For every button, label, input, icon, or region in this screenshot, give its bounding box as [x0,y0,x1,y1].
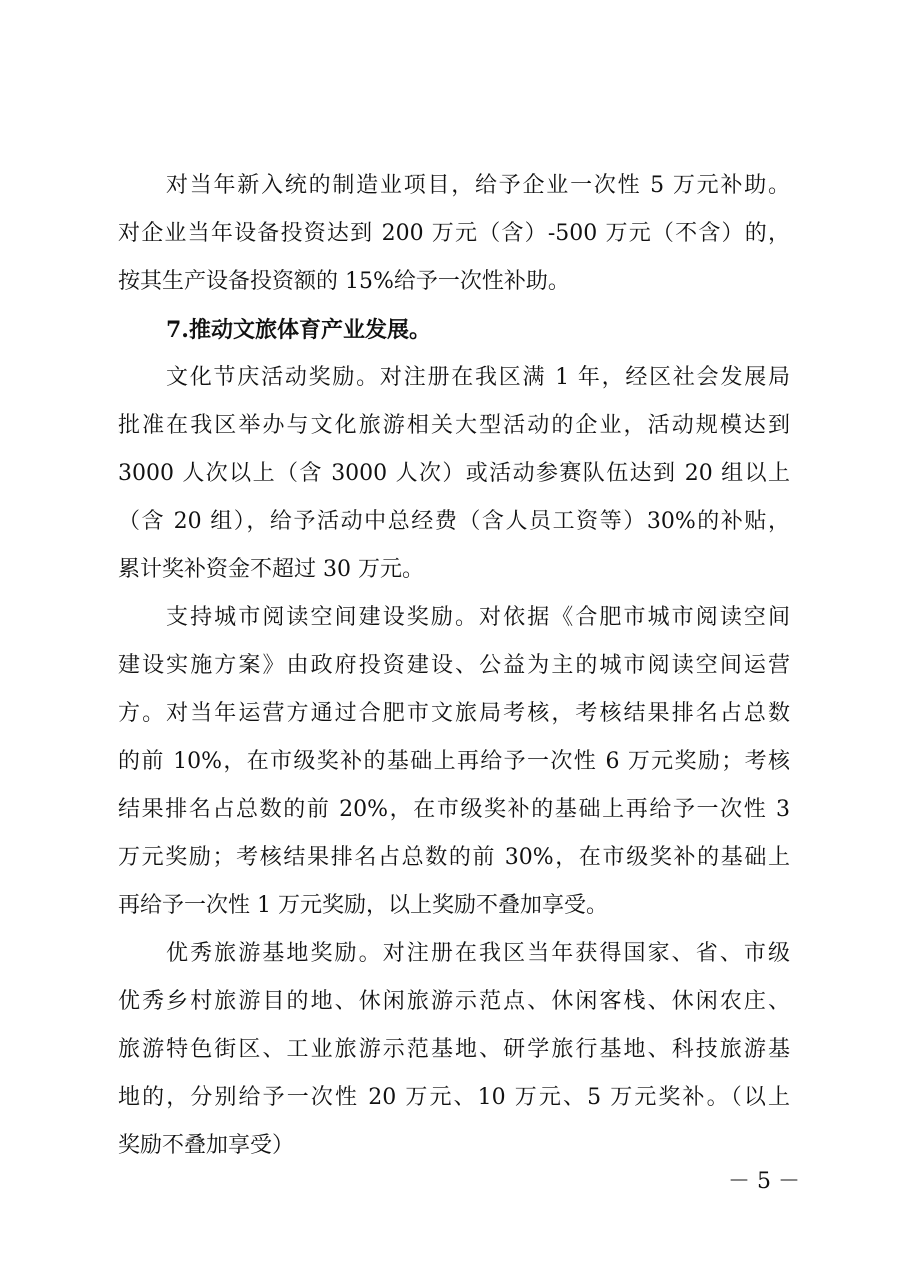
paragraph-manufacturing-subsidy [118,162,790,306]
paragraph-line: 优秀旅游基地奖励。对注册在我区当年获得国家、省、市级 [166,941,790,966]
paragraph-line: 批准在我区举办与文化旅游相关大型活动的企业，活动规模达到 [118,413,790,438]
paragraph-tourism-base-award [118,930,790,1170]
paragraph-line: 方。对当年运营方通过合肥市文旅局考核，考核结果排名占总数 [118,701,790,726]
paragraph-line: （含 20 组），给予活动中总经费（含人员工资等）30%的补贴， [118,509,790,534]
paragraph-line: 3000 人次以上（含 3000 人次）或活动参赛队伍达到 20 组以上 [118,461,790,486]
paragraph-line: 按其生产设备投资额的 15%给予一次性补助。 [118,269,570,294]
paragraph-line: 优秀乡村旅游目的地、休闲旅游示范点、休闲客栈、休闲农庄、 [118,989,790,1014]
paragraph-line: 结果排名占总数的前 20%，在市级奖补的基础上再给予一次性 3 [118,797,790,822]
paragraph-line: 文化节庆活动奖励。对注册在我区满 1 年，经区社会发展局 [166,365,790,390]
paragraph-line: 对当年新入统的制造业项目，给予企业一次性 5 万元补助。 [166,173,790,198]
paragraph-line: 万元奖励；考核结果排名占总数的前 30%，在市级奖补的基础上 [118,845,790,870]
paragraph-reading-space-award [118,594,790,930]
paragraph-festival-award [118,354,790,594]
paragraph-line: 的前 10%，在市级奖补的基础上再给予一次性 6 万元奖励；考核 [118,749,790,774]
page-number: － 5 － [728,1169,800,1194]
paragraph-line: 旅游特色街区、工业旅游示范基地、研学旅行基地、科技旅游基 [118,1037,790,1062]
paragraph-line: 再给予一次性 1 万元奖励，以上奖励不叠加享受。 [118,893,608,918]
paragraph-line: 支持城市阅读空间建设奖励。对依据《合肥市城市阅读空间 [166,605,790,630]
paragraph-line: 对企业当年设备投资达到 200 万元（含）-500 万元（不含）的， [118,221,790,246]
paragraph-line: 奖励不叠加享受） [118,1133,295,1158]
paragraph-line: 累计奖补资金不超过 30 万元。 [118,557,424,582]
document-page [118,162,790,1170]
paragraph-line: 建设实施方案》由政府投资建设、公益为主的城市阅读空间运营 [118,653,790,678]
section-heading [118,306,790,354]
paragraph-line: 地的，分别给予一次性 20 万元、10 万元、5 万元奖补。（以上 [118,1085,790,1110]
section-heading-text: 7.推动文旅体育产业发展。 [166,317,431,343]
